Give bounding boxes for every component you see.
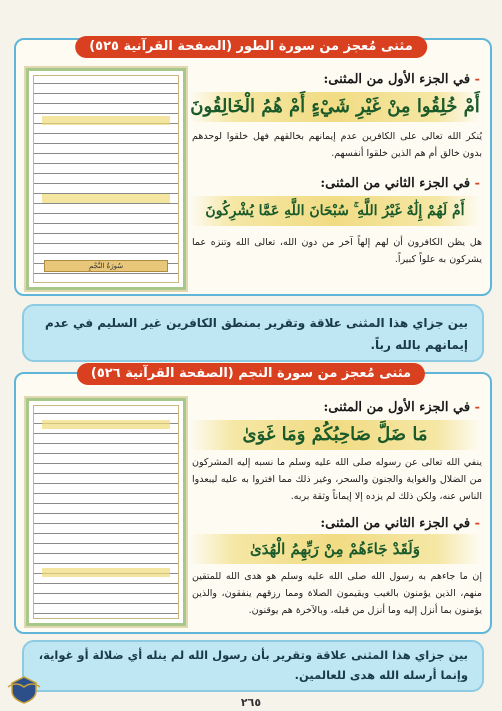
part1-heading-2: - في الجزء الأول من المثنى: [323,400,480,415]
mushaf-highlight [42,116,170,125]
part1-heading-text-2: في الجزء الأول من المثنى: [323,400,471,415]
part2-heading: - في الجزء الثاني من المثنى: [320,176,480,191]
publisher-logo-icon [4,673,44,707]
part1-verse-2: مَا ضَلَّ صَاحِبُكُمْ وَمَا غَوَىٰ [190,420,480,450]
mushaf-highlight [42,420,170,429]
part2-verse: أَمْ لَهُمْ إِلَٰهٌ غَيْرُ اللَّهِ ۚ سُبْحَانَ اللَّهِ عَمَّا يُشْرِكُونَ [190,196,480,226]
part1-explanation: يُنكر الله تعالى على الكافرين عدم إيمانهم بخالقهم فهل خلقوا لوحدهم بدون خالق أم هم الذين خلقوا أنفسهم. [192,131,482,159]
mushaf-sura-header: سُورَةُ النَّجْمِ [44,260,168,272]
part2-heading-text-2: في الجزء الثاني من المثنى: [320,516,471,531]
part2-verse-2: وَلَقَدْ جَاءَهُمْ مِنْ رَبِّهِمُ الْهُدَىٰ [190,534,480,564]
mushaf-highlight [42,568,170,577]
section-title-2: مثنى مُعجز من سورة النجم (الصفحة القرآنية ٥٢٦) [77,363,425,385]
summary-box-2: بين جزاي هذا المثنى علاقة وتقرير بأن رسول الله لم ينله أي ضلالة أو غواية، وإنما أرسله الله هدى للعالمين. [22,640,484,692]
mushaf-highlight [42,194,170,203]
part2-heading-2: - في الجزء الثاني من المثنى: [320,516,480,531]
part1-verse: أَمْ خُلِقُوا مِنْ غَيْرِ شَيْءٍ أَمْ هُمُ الْخَالِقُونَ [190,92,480,122]
mushaf-text-lines [33,75,179,283]
part2-explanation: هل يظن الكافرون أن لهم إلهاً آخر من دون الله، تعالى الله وتنزه عما يشركون به علواً كبيراً. [192,237,482,265]
part1-explanation-2: ينفي الله تعالى عن رسوله صلى الله عليه وسلم ما نسبه إليه المشركون من الضلال والغواية والجنون والسحر، وغير ذلك مما افتروا به عليه ليبعدوا الناس عنه، ولكن ذلك لم يزده إلا إيماناً وثقة بربه. [192,457,482,502]
page-number: ٢٦٥ [240,696,262,709]
mushaf-text-lines [33,405,179,619]
mushaf-page-image-1 [26,68,186,290]
section-title-1: مثنى مُعجز من سورة الطور (الصفحة القرآنية ٥٢٥) [75,36,427,58]
part1-heading: - في الجزء الأول من المثنى: [323,72,480,87]
part2-explanation-2: إن ما جاءهم به رسول الله صلى الله عليه وسلم هو هدى الله للمتقين منهم، الذين يؤمنون بالغيب ويقيمون الصلاة ومما رزقهم ينفقون، والذين يؤمنون بما أنزل إليه وما أنزل من قبله، وبالآخرة هم يوقنون. [192,571,482,616]
summary-box-1: بين جزاي هذا المثنى علاقة وتقرير بمنطق الكافرين غير السليم في عدم إيمانهم بالله رباً. [22,304,484,362]
part1-heading-text: في الجزء الأول من المثنى: [323,72,471,87]
mushaf-page-image-2 [26,398,186,626]
part2-heading-text: في الجزء الثاني من المثنى: [320,176,471,191]
